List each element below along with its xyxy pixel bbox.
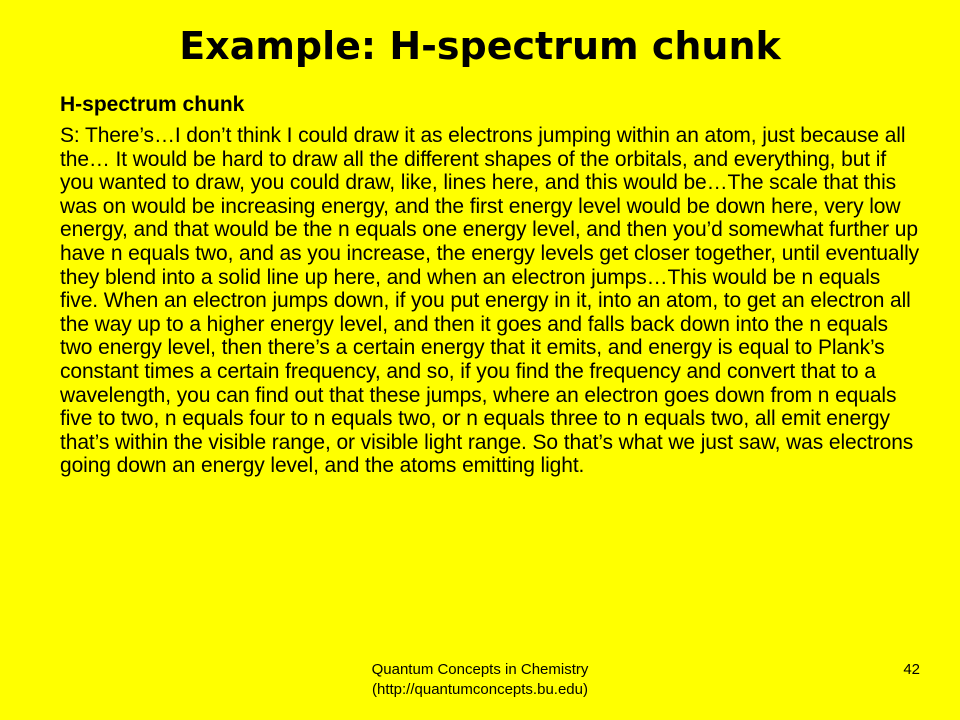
footer-course-name: Quantum Concepts in Chemistry <box>371 661 589 678</box>
footer-url: (http://quantumconcepts.bu.edu) <box>372 681 588 698</box>
slide-subheading: H-spectrum chunk <box>60 93 245 116</box>
slide-title: Example: H-spectrum chunk <box>179 24 781 68</box>
page-number: 42 <box>903 661 920 678</box>
transcript-body: S: There’s…I don’t think I could draw it as electrons jumping within an atom, just because all the… It would be hard to draw all the different shapes of the orbitals, and everything, but if you wanted to draw, you could draw, like, lines here, and this would be…The scale that this was on would be increasing energy, and the first energy level would be down here, very low energy, and that would be the n equals one energy level, and then you’d somewhat further up have n equals two, and as you increase, the energy levels get closer together, until eventually they blend into a solid line up here, and when an electron jumps…This would be n equals five. When an electron jumps down, if you put energy in it, into an atom, to get an electron all the way up to a higher energy level, and then it goes and falls back down into the n equals two energy level, then there’s a certain energy that it emits, and energy is equal to Plank’s constant times a certain frequency, and so, if you find the frequency and convert that to a wavelength, you can find out that these jumps, where an electron goes down from n equals five to two, n equals four to n equals two, or n equals three to n equals two, all emit energy that’s within the visible range, or visible light range. So that’s what we just saw, was electrons going down an energy level, and the atoms emitting light. <box>60 124 920 478</box>
footer-source <box>300 660 660 700</box>
